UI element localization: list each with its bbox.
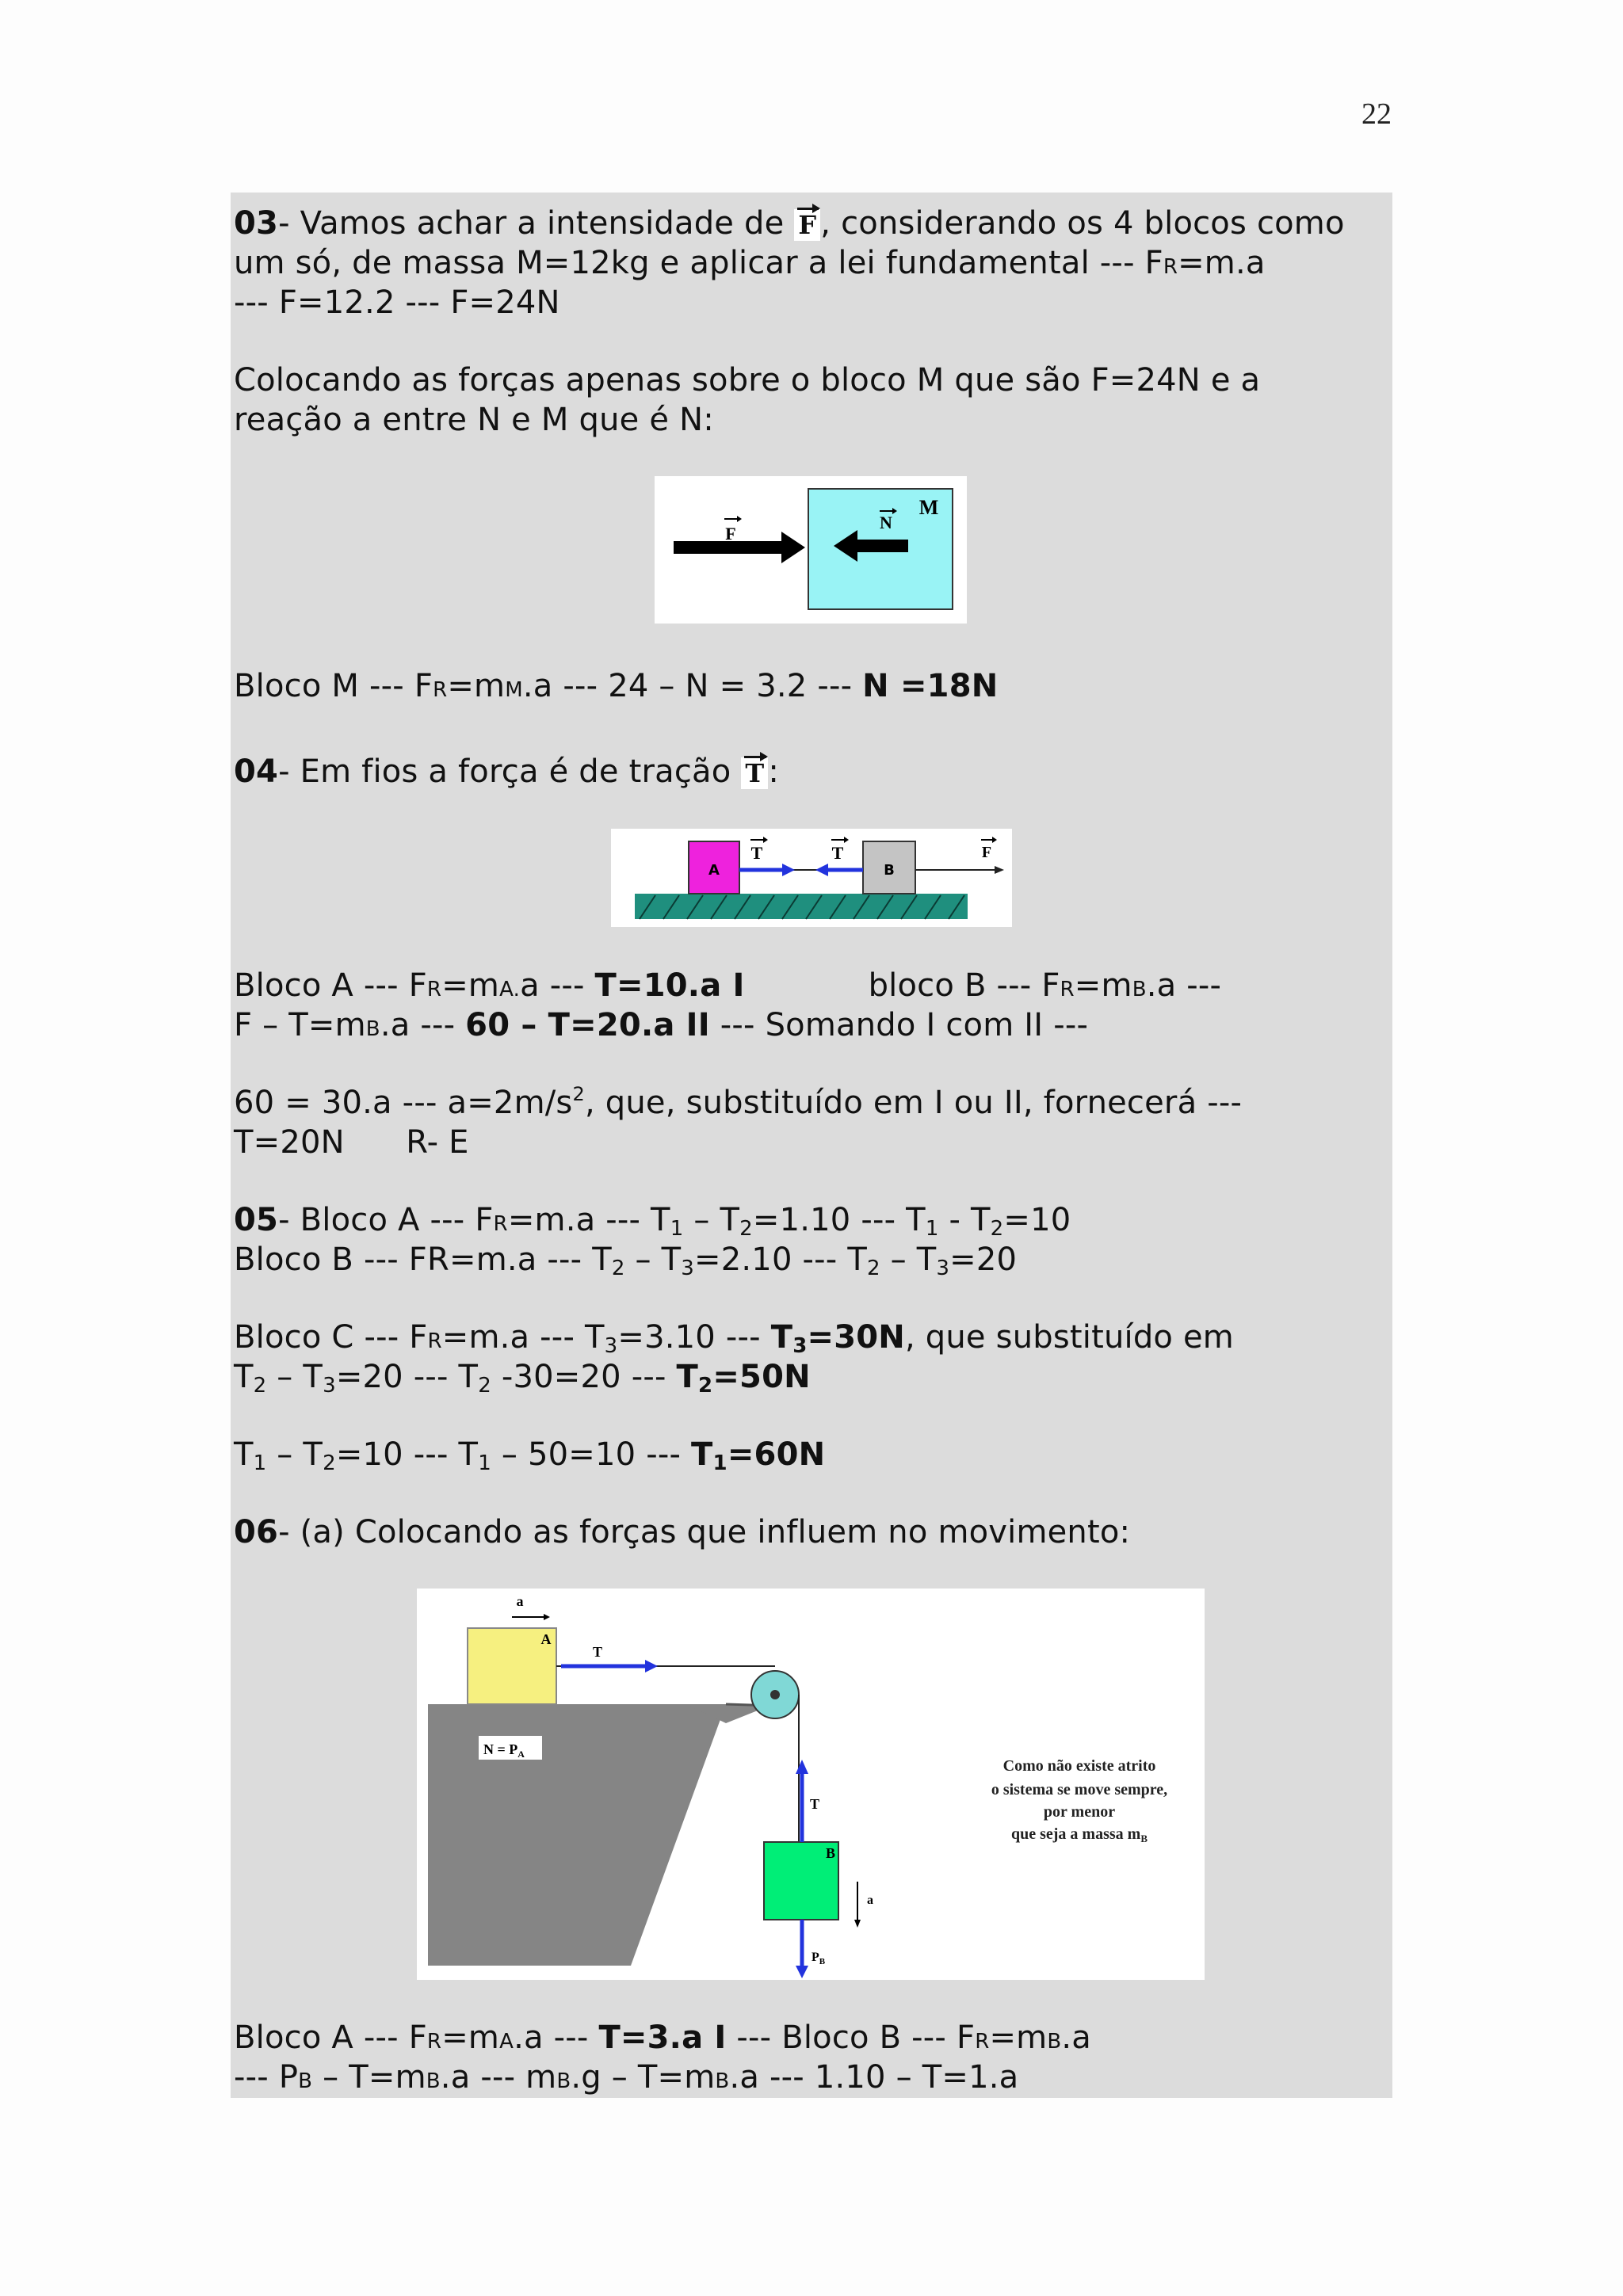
label-pb: $P_B$ xyxy=(812,1951,826,1966)
subscript: 2 xyxy=(866,1257,880,1280)
q06-line-2 xyxy=(234,2058,1018,2101)
subscript: R xyxy=(975,2030,990,2054)
q03-line-2 xyxy=(234,243,1266,287)
question-number: 05 xyxy=(234,1202,279,1238)
subscript: 3 xyxy=(681,1257,695,1280)
subscript: R xyxy=(433,678,448,702)
text: =m xyxy=(1074,967,1132,1004)
text: .a --- m xyxy=(440,2059,557,2096)
text: =3.10 --- xyxy=(617,1319,771,1356)
subscript: 3 xyxy=(604,1334,618,1358)
subscript: 2 xyxy=(611,1257,625,1280)
subscript: 1 xyxy=(925,1217,939,1241)
subscript: B xyxy=(365,1017,380,1041)
text: =m xyxy=(441,2019,500,2056)
label-m: M xyxy=(918,496,939,519)
q05-line-2 xyxy=(234,1240,1017,1280)
text: Bloco A --- F xyxy=(234,2019,427,2056)
text: .a --- xyxy=(514,2019,599,2056)
figure-pulley-system xyxy=(417,1589,1205,1980)
text: =m xyxy=(447,668,506,704)
subscript: 2 xyxy=(739,1217,753,1241)
text: T xyxy=(234,1359,254,1395)
text: Bloco C --- F xyxy=(234,1319,428,1356)
text: , considerando os 4 blocos como xyxy=(820,205,1345,242)
text: , que, substituído em I ou II, fornecerá --- xyxy=(584,1085,1243,1121)
q03-line-4: Colocando as forças apenas sobre o bloco M que são F=24N e a xyxy=(234,362,1261,399)
subscript: 2 xyxy=(698,1374,713,1398)
text: T xyxy=(234,1436,254,1473)
subscript: 1 xyxy=(670,1217,684,1241)
text: T xyxy=(691,1436,713,1473)
text: – 50=10 --- xyxy=(491,1436,692,1473)
text: - (a) Colocando as forças que influem no movimento: xyxy=(278,1514,1131,1550)
label-t-a: T xyxy=(592,1644,603,1660)
text: .a --- xyxy=(1146,967,1222,1004)
subscript: A. xyxy=(499,978,521,1001)
text: .g – T=m xyxy=(571,2059,716,2096)
text: – T xyxy=(683,1202,740,1238)
text: =30N xyxy=(807,1319,905,1356)
subscript: R xyxy=(427,1329,442,1353)
text: =m.a xyxy=(1178,245,1266,281)
text: =m.a --- T xyxy=(441,1319,605,1356)
label-accel-a: a xyxy=(516,1593,524,1609)
text: T xyxy=(770,1319,793,1356)
equation-ii: 60 – T=20.a II xyxy=(465,1007,710,1043)
subscript: B xyxy=(1047,2030,1062,2054)
label-t-b: T xyxy=(809,1796,820,1812)
subscript: 3 xyxy=(792,1334,808,1358)
text: --- Bloco B --- F xyxy=(726,2019,976,2056)
label-f: F xyxy=(725,524,736,543)
subscript: R xyxy=(493,1212,508,1236)
text: .a --- xyxy=(380,1007,466,1043)
q03-line-1 xyxy=(234,204,1345,243)
text: .a --- 1.10 – T=1.a xyxy=(729,2059,1019,2096)
note-line-3: por menor xyxy=(1043,1803,1116,1821)
q03-equation xyxy=(234,666,998,710)
equation-i: T=3.a I xyxy=(598,2019,727,2056)
subscript: R xyxy=(426,2030,442,2054)
text: =2.10 --- T xyxy=(694,1241,867,1278)
text: Bloco A --- F xyxy=(234,967,427,1004)
q05-line-5 xyxy=(234,1435,825,1474)
text: =10 xyxy=(1003,1202,1071,1238)
text: =60N xyxy=(727,1436,826,1473)
force-f-arrowhead xyxy=(781,532,805,563)
q05-line-1 xyxy=(234,1200,1071,1244)
solution-content xyxy=(231,193,1392,2098)
subscript: B xyxy=(426,2069,441,2093)
label-b: B xyxy=(825,1845,836,1861)
text: - Vamos achar a intensidade de xyxy=(278,205,795,242)
question-number: 06 xyxy=(234,1514,279,1550)
subscript: 1 xyxy=(253,1451,267,1475)
subscript: R xyxy=(426,978,442,1001)
text: , que substituído em xyxy=(904,1319,1234,1356)
text: 60 = 30.a --- a=2m/s xyxy=(234,1085,573,1121)
q05-line-3 xyxy=(234,1318,1234,1361)
text: - Bloco A --- F xyxy=(278,1202,494,1238)
equation-i: T=10.a I xyxy=(594,967,745,1004)
subscript: B xyxy=(1132,978,1147,1001)
subscript: 2 xyxy=(323,1451,336,1475)
superscript: 2 xyxy=(572,1083,585,1105)
q04-title xyxy=(234,752,779,791)
vector-f-symbol: F xyxy=(794,209,820,241)
text: =m xyxy=(989,2019,1048,2056)
text: – T xyxy=(880,1241,937,1278)
subscript: 3 xyxy=(936,1257,950,1280)
subscript: R xyxy=(1163,255,1178,279)
text: - Em fios a força é de tração xyxy=(278,753,742,790)
text: : xyxy=(768,753,780,790)
q04-line-3 xyxy=(234,1083,1242,1123)
result: N =18N xyxy=(862,668,999,704)
text: --- P xyxy=(234,2059,299,2096)
text: – T=m xyxy=(312,2059,426,2096)
text: Bloco B --- FR=m.a --- T xyxy=(234,1241,612,1278)
subscript: 2 xyxy=(478,1374,491,1398)
subscript: B xyxy=(556,2069,571,2093)
q06-title xyxy=(234,1512,1130,1552)
text: =10 --- T xyxy=(335,1436,479,1473)
q03-line-3: --- F=12.2 --- F=24N xyxy=(234,284,560,321)
result-t3 xyxy=(771,1319,905,1356)
force-n-arrow xyxy=(853,540,908,552)
text: =20 xyxy=(949,1241,1018,1278)
subscript: 2 xyxy=(990,1217,1004,1241)
text: – T xyxy=(266,1436,323,1473)
text: =1.10 --- T xyxy=(752,1202,926,1238)
label-a: A xyxy=(540,1631,552,1647)
text: -30=20 --- xyxy=(491,1359,677,1395)
subscript: B xyxy=(298,2069,313,2093)
text: bloco B --- F xyxy=(868,967,1060,1004)
q06-line-1 xyxy=(234,2018,1091,2061)
subscript: 1 xyxy=(712,1451,727,1475)
label-a: A xyxy=(708,862,720,879)
figure-block-m-forces xyxy=(655,476,967,624)
text: =m.a --- T xyxy=(507,1202,670,1238)
label-t-1: T xyxy=(750,843,763,863)
subscript: M xyxy=(505,678,523,702)
text: F – T=m xyxy=(234,1007,366,1043)
q04-line-2 xyxy=(234,1005,1088,1049)
text: .a --- 24 – N = 3.2 --- xyxy=(522,668,863,704)
q04-line-4: T=20N R- E xyxy=(234,1124,469,1161)
result-t1 xyxy=(691,1436,825,1473)
text: – T xyxy=(624,1241,682,1278)
label-t-2: T xyxy=(831,843,844,863)
result-t2 xyxy=(676,1359,811,1398)
q03-line-5: reação a entre N e M que é N: xyxy=(234,402,714,438)
label-n-equals-pa: $N = P_A$ xyxy=(483,1741,525,1760)
text: um só, de massa M=12kg e aplicar a lei fundamental --- F xyxy=(234,245,1163,281)
label-b: B xyxy=(884,862,895,879)
text: a --- xyxy=(520,967,595,1004)
text: =50N xyxy=(712,1359,811,1395)
subscript: A xyxy=(499,2030,514,2054)
text: Bloco M --- F xyxy=(234,668,433,704)
text: =20 --- T xyxy=(335,1359,479,1395)
subscript: R xyxy=(1060,978,1075,1001)
page-number: 22 xyxy=(1361,97,1392,131)
label-accel-b: a xyxy=(867,1894,873,1907)
note-line-1: Como não existe atrito xyxy=(1002,1757,1156,1775)
text: – T xyxy=(266,1359,323,1395)
subscript: 3 xyxy=(323,1374,336,1398)
q04-line-1 xyxy=(234,966,1221,1009)
table xyxy=(428,1704,726,1966)
ground xyxy=(635,894,968,919)
text: - T xyxy=(938,1202,991,1238)
note-line-2: o sistema se move sempre, xyxy=(991,1781,1168,1798)
vector-t-symbol: T xyxy=(741,757,768,789)
q05-line-4 xyxy=(234,1357,811,1397)
label-n: N xyxy=(880,513,892,532)
subscript: 2 xyxy=(253,1374,267,1398)
note-line-4: que seja a massa $m_B$ xyxy=(1010,1825,1148,1844)
text: T xyxy=(676,1359,699,1395)
figure-blocks-a-b-rope xyxy=(611,829,1012,927)
question-number: 03 xyxy=(234,205,279,242)
text: =m xyxy=(441,967,500,1004)
question-number: 04 xyxy=(234,753,279,790)
text: .a xyxy=(1061,2019,1092,2056)
subscript: 1 xyxy=(478,1451,491,1475)
label-f: F xyxy=(981,844,992,861)
subscript: B xyxy=(715,2069,730,2093)
text: --- Somando I com II --- xyxy=(709,1007,1089,1043)
